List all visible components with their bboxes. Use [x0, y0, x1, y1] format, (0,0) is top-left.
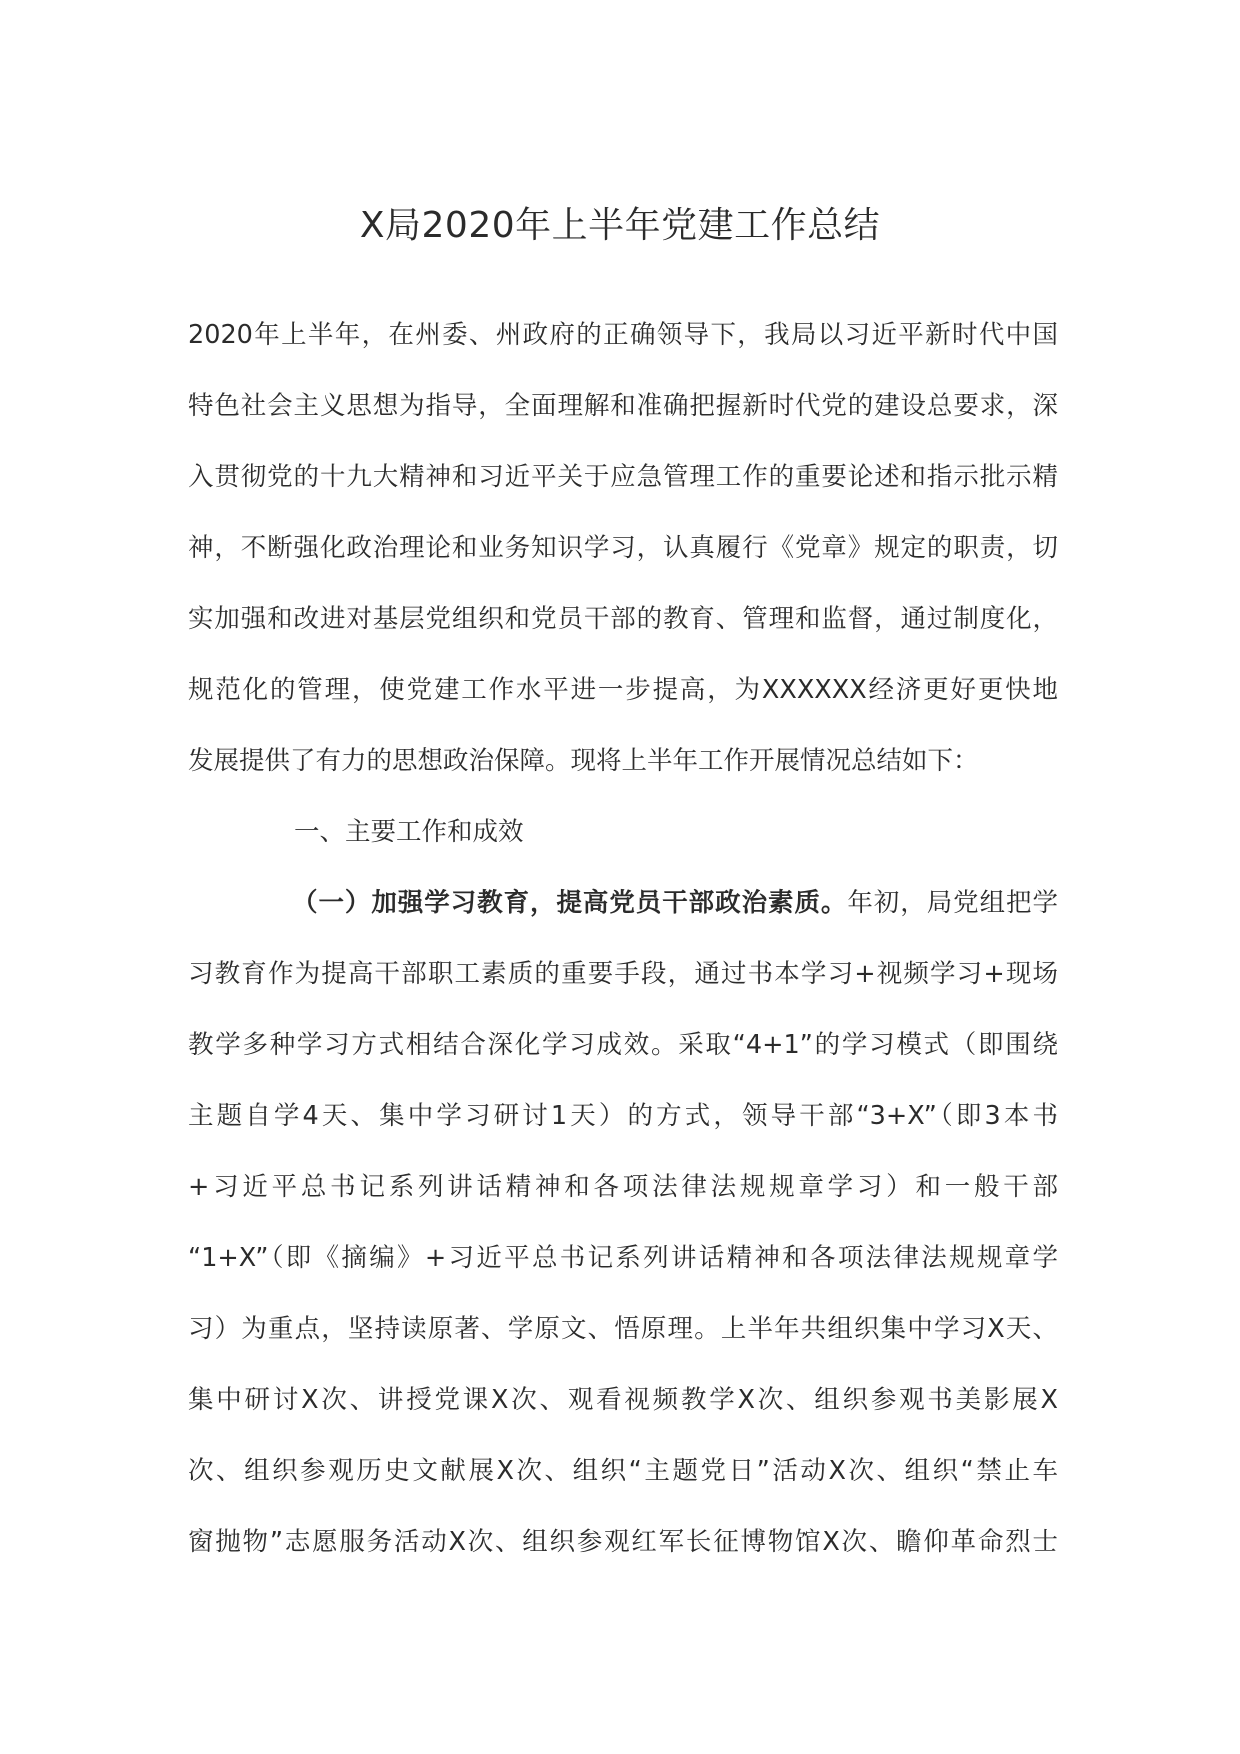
- paragraph-line: 教学多种学习方式相结合深化学习成效。采取“4+1”的学习模式（即围绕: [188, 1030, 1058, 1060]
- paragraph-line: +习近平总书记系列讲话精神和各项法律法规规章学习）和一般干部: [188, 1172, 1058, 1202]
- paragraph-line: 入贯彻党的十九大精神和习近平关于应急管理工作的重要论述和指示批示精: [188, 462, 1058, 492]
- document-body: [188, 318, 1058, 1596]
- paragraph-line: 神，不断强化政治理论和业务知识学习，认真履行《党章》规定的职责，切: [188, 533, 1058, 563]
- paragraph-line: 窗抛物”志愿服务活动X次、组织参观红军长征博物馆X次、瞻仰革命烈士: [188, 1527, 1058, 1557]
- paragraph-line: 特色社会主义思想为指导，全面理解和准确把握新时代党的建设总要求，深: [188, 391, 1058, 421]
- subsection-text: 年初，局党组把学: [847, 888, 1058, 918]
- paragraph-line: 习教育作为提高干部职工素质的重要手段，通过书本学习+视频学习+现场: [188, 959, 1058, 989]
- paragraph-line: 集中研讨X次、讲授党课X次、观看视频教学X次、组织参观书美影展X: [188, 1385, 1058, 1415]
- section-heading: 一、主要工作和成效: [294, 817, 524, 847]
- paragraph-line: 实加强和改进对基层党组织和党员干部的教育、管理和监督，通过制度化，: [188, 604, 1058, 634]
- subsection-heading: （一）加强学习教育，提高党员干部政治素质。: [292, 888, 848, 918]
- paragraph-line: 习）为重点，坚持读原著、学原文、悟原理。上半年共组织集中学习X天、: [188, 1314, 1058, 1344]
- paragraph-line: 规范化的管理，使党建工作水平进一步提高，为XXXXXX经济更好更快地: [188, 675, 1058, 705]
- paragraph-line: 主题自学4天、集中学习研讨1天）的方式，领导干部“3+X”（即3本书: [188, 1101, 1058, 1131]
- document-title: X局2020年上半年党建工作总结: [359, 205, 881, 246]
- paragraph-line: “1+X”（即《摘编》+习近平总书记系列讲话精神和各项法律法规规章学: [188, 1243, 1058, 1273]
- paragraph-line: 2020年上半年，在州委、州政府的正确领导下，我局以习近平新时代中国: [188, 320, 1058, 350]
- subsection-line: [188, 886, 1058, 957]
- paragraph-line: 次、组织参观历史文献展X次、组织“主题党日”活动X次、组织“禁止车: [188, 1456, 1058, 1486]
- paragraph-line: 发展提供了有力的思想政治保障。现将上半年工作开展情况总结如下：: [188, 746, 979, 776]
